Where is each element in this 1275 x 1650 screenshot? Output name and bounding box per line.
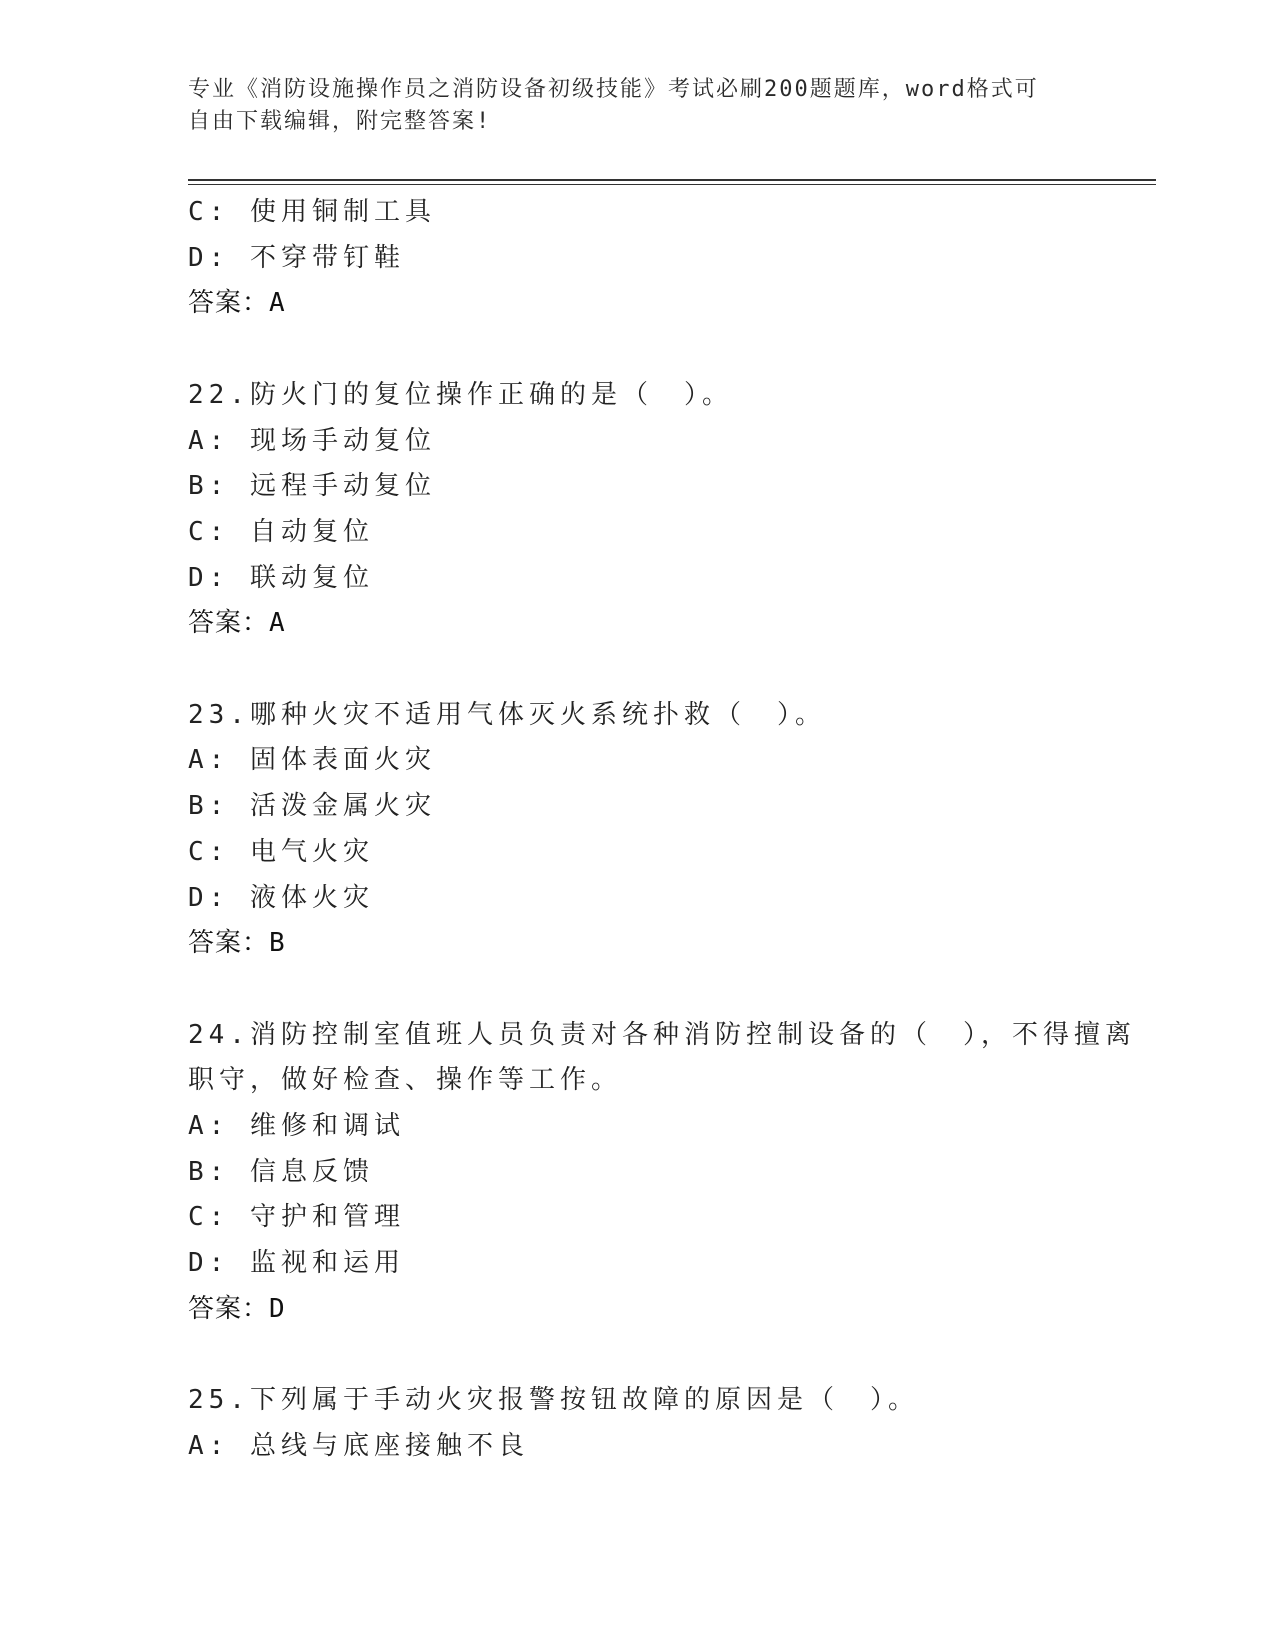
option-d: D: 监视和运用 [188,1248,405,1279]
option-c: C: 自动复位 [188,516,374,547]
spacer [188,967,1088,1013]
option-b: B: 信息反馈 [188,1156,374,1187]
question-25 [188,1378,1088,1469]
option-c: C: 守护和管理 [188,1202,405,1233]
question-list [188,190,1136,1470]
option-d: D: 不穿带钉鞋 [188,242,405,273]
spacer [188,327,1088,373]
option-c: C: 使用铜制工具 [188,197,436,227]
question-text-line-1: 24.消防控制室值班人员负责对各种消防控制设备的（ ），不得擅离 [188,1019,1136,1050]
header-line-2: 自由下载编辑，附完整答案! [188,109,492,134]
option-b: B: 远程手动复位 [188,471,436,502]
answer: 答案：D [188,1293,286,1324]
option-b: B: 活泼金属火灾 [188,791,436,822]
spacer [188,647,1088,693]
question-text: 23.哪种火灾不适用气体灭火系统扑救（ ）。 [188,699,826,730]
option-a: A: 现场手动复位 [188,425,436,456]
option-d: D: 液体火灾 [188,882,374,913]
option-c: C: 电气火灾 [188,836,374,867]
spacer [188,1333,1088,1379]
question-text-line-2: 职守，做好检查、操作等工作。 [188,1065,623,1096]
option-a: A: 固体表面火灾 [188,745,436,776]
header-divider-thick [188,179,1156,181]
answer: 答案：B [188,928,286,959]
answer: 答案：A [188,288,286,319]
question-23 [188,693,1088,967]
option-a: A: 总线与底座接触不良 [188,1430,529,1461]
question-22 [188,373,1088,647]
header-line-1: 专业《消防设施操作员之消防设备初级技能》考试必刷200题题库，word格式可 [188,77,1039,102]
question-text: 22.防火门的复位操作正确的是（ ）。 [188,379,733,410]
option-d: D: 联动复位 [188,562,374,593]
option-a: A: 维修和调试 [188,1111,405,1142]
question-24 [188,1013,1136,1333]
question-text: 25.下列属于手动火灾报警按钮故障的原因是（ ）。 [188,1385,919,1416]
answer: 答案：A [188,608,286,639]
document-header [188,74,1068,138]
header-divider-thin [188,184,1156,185]
question-21-partial [188,190,1088,327]
